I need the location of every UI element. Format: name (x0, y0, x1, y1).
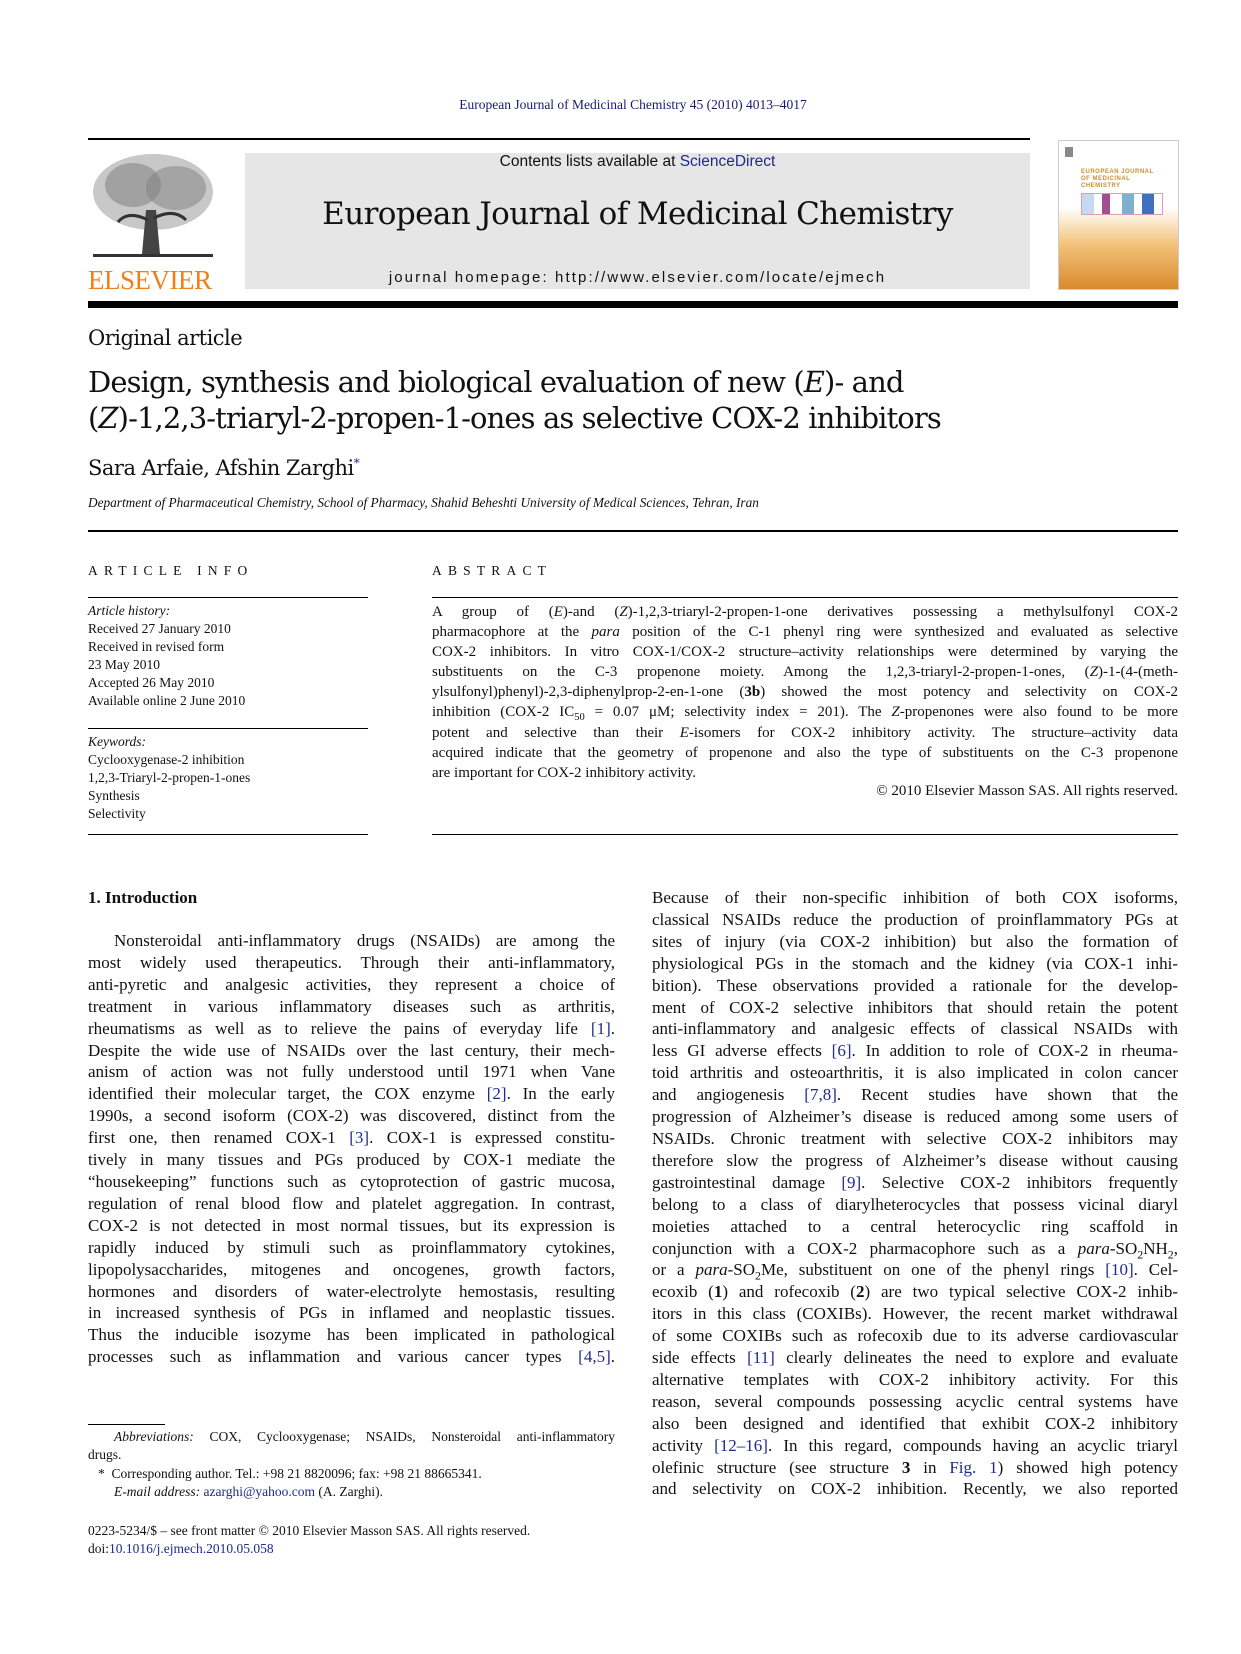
elsevier-wordmark: ELSEVIER (88, 265, 212, 295)
text-run: position of the C-1 phenyl ring were synthesized and evaluated as selective (619, 624, 1178, 641)
article-type: Original article (88, 326, 243, 350)
keyword: 1,2,3-Triaryl-2-propen-1-ones (88, 770, 251, 785)
text-run: = 0.07 μM; selectivity index = 201). The (584, 704, 892, 721)
introduction-right-column (652, 887, 1178, 1500)
text-run: 1 (713, 1282, 723, 1302)
email-label: E-mail address: (114, 1483, 201, 1499)
footnote-rule (88, 1424, 165, 1425)
text-line (88, 1302, 615, 1324)
text-line (652, 1194, 1178, 1216)
text-run: 2 (1167, 1246, 1174, 1261)
keyword: Selectivity (88, 806, 146, 821)
text-run: para (695, 1260, 728, 1280)
text-line (432, 682, 1178, 702)
journal-title: European Journal of Medicinal Chemistry (322, 196, 953, 232)
article-info-rule (88, 597, 368, 598)
text-line (652, 1150, 1178, 1172)
text-run: of some COXIBs such as rofecoxib due to its adverse cardiovascular (652, 1326, 1178, 1346)
footnotes (88, 1428, 615, 1501)
history-item: Accepted 26 May 2010 (88, 675, 215, 690)
text-run: -SO (1109, 1238, 1138, 1258)
text-line (88, 1346, 615, 1368)
article-info-bottom-rule (88, 834, 368, 835)
text-run: 50 (574, 712, 585, 724)
text-run: para (591, 624, 620, 641)
text-run: reason, several compounds possessing acyclic central systems have (652, 1391, 1178, 1411)
text-run: 2 (755, 1268, 761, 1283)
text-line (652, 1084, 1178, 1106)
doi-line (88, 1540, 530, 1558)
text-line (652, 887, 1178, 909)
text-run: Nonsteroidal anti-inflammatory drugs (NSAIDs) are among the (114, 931, 615, 950)
text-run: anti-pyretic and analgesic activities, they represent a choice of (88, 974, 615, 994)
text-run: itors in this class (COXIBs). However, the recent market withdrawal (652, 1304, 1178, 1324)
text-line (88, 1324, 615, 1346)
text-run: belong to a class of diarylheterocycles that possess vicinal diaryl (652, 1194, 1178, 1214)
text-line (88, 1149, 615, 1171)
tree-icon (88, 150, 218, 262)
text-run: COX-2 inhibitors. In vitro COX-1/COX-2 structure–activity relationships were determined by varying the (432, 644, 1178, 661)
email-link[interactable]: azarghi@yahoo.com (203, 1483, 316, 1499)
text-run: lipopolysaccharides, mitogenes and oncogenes, growth factors, (88, 1259, 615, 1279)
text-line (652, 1172, 1178, 1194)
title-line (88, 400, 941, 436)
sciencedirect-link[interactable]: ScienceDirect (679, 153, 776, 170)
text-line (652, 1369, 1178, 1391)
text-run: or a (652, 1260, 696, 1280)
text-run: anism of action was not fully understood until 1971 when Vane (88, 1062, 615, 1082)
text-run: , (1173, 1238, 1178, 1258)
text-run: also been designed and identified that exhibit COX-2 inhibitory (652, 1413, 1178, 1433)
journal-cover[interactable] (1058, 140, 1179, 290)
text-line (652, 1391, 1178, 1413)
text-line (432, 723, 1178, 743)
text-run: regulation of renal blood flow and platelet aggregation. In contrast, (88, 1193, 615, 1213)
masthead (245, 153, 1030, 289)
running-header[interactable]: European Journal of Medicinal Chemistry 45 (2010) 4013–4017 (459, 97, 807, 112)
text-line (652, 1478, 1178, 1500)
history-item: Received in revised form (88, 639, 225, 654)
text-run: -isomers for COX-2 inhibitory activity. The structure–activity data (688, 724, 1178, 741)
keywords (88, 733, 250, 823)
text-run: olefinic structure (see structure (652, 1457, 902, 1477)
text-line (88, 1061, 615, 1083)
text-run: Thus the inducible isozyme has been implicated in pathological (88, 1325, 615, 1345)
text-run: )-1-(4-(meth- (1098, 664, 1178, 681)
affiliation: Department of Pharmaceutical Chemistry, School of Pharmacy, Shahid Beheshti University of Medical Sciences, Tehran, Iran (88, 495, 759, 510)
text-run: side effects (652, 1348, 748, 1368)
text-run: NSAIDs. Chronic treatment with selective COX-2 inhibitors may (652, 1128, 1178, 1148)
cover-title: EUROPEAN JOURNAL OF MEDICINAL CHEMISTRY (1081, 169, 1154, 189)
abbreviations-footnote (88, 1428, 615, 1446)
article-title (88, 364, 941, 436)
text-line (432, 743, 1178, 763)
text-run: . COX-1 is expressed constitu- (369, 1128, 615, 1148)
text-run: . In this regard, compounds having an acyclic triaryl (767, 1435, 1179, 1455)
text-run: )-1,2,3-triaryl-2-propen-1-one derivatives possessing a methylsulfonyl COX-2 (627, 604, 1178, 620)
text-line (652, 1216, 1178, 1238)
text-run: processes such as inflammation and various cancer types (88, 1347, 579, 1367)
text-line (88, 1259, 615, 1281)
text-run: Z (1089, 664, 1099, 681)
text-run: . Cel- (1133, 1260, 1179, 1280)
text-run: A group of ( (432, 604, 554, 620)
text-run: hormones and disorders of water-electrolyte hemostasis, resulting (88, 1281, 615, 1301)
text-line (432, 662, 1178, 682)
text-run: Because of their non-specific inhibition of both COX isoforms, (652, 888, 1178, 907)
text-run: pharmacophore at the (432, 624, 592, 641)
history-item: 23 May 2010 (88, 657, 160, 672)
text-run: ) and rofecoxib ( (722, 1282, 856, 1302)
text-run: rheumatisms as well as to relieve the pains of everyday life (88, 1018, 591, 1038)
text-run: moieties attached to a central heterocyclic ring scaffold in (652, 1216, 1178, 1236)
text-run: . (610, 1018, 615, 1038)
abstract-rule (432, 597, 1178, 598)
abbreviations-continued: drugs. (88, 1447, 122, 1463)
citation-link[interactable]: [9] (841, 1172, 862, 1192)
text-run: Z (619, 604, 628, 620)
text-line (432, 763, 1178, 783)
text-line (88, 1040, 615, 1062)
text-line (652, 1040, 1178, 1062)
text-run: physiological PGs in the stomach and the kidney (via COX-1 inhi- (652, 953, 1178, 973)
text-run: anti-inflammatory and analgesic effects of classical NSAIDs with (652, 1019, 1178, 1039)
history-item: Available online 2 June 2010 (88, 693, 246, 708)
article-info-heading: ARTICLE INFO (88, 563, 254, 578)
citation-link[interactable]: [3] (349, 1128, 370, 1148)
text-run: 3 (901, 1457, 911, 1477)
text-line (652, 1259, 1178, 1281)
text-run: E (553, 604, 563, 620)
corresponding-footnote (88, 1465, 615, 1483)
contents-prefix: Contents lists available at (499, 153, 680, 170)
text-line (88, 1171, 615, 1193)
citation-link[interactable]: [2] (486, 1084, 507, 1104)
text-line (652, 975, 1178, 997)
text-run: toid arthritis and osteoarthritis, it is also implicated in colon cancer (652, 1063, 1178, 1083)
abstract-bottom-rule (432, 834, 1178, 835)
text-run: activity (652, 1435, 715, 1455)
text-line (88, 974, 615, 996)
text-line (652, 1281, 1178, 1303)
text-run: . Recent studies have shown that the (836, 1085, 1179, 1105)
front-matter-text: 0223-5234/$ – see front matter © 2010 Elsevier Masson SAS. All rights reserved. (88, 1523, 531, 1538)
abbreviations-text: COX, Cyclooxygenase; NSAIDs, Nonsteroidal anti-inflammatory (193, 1429, 615, 1444)
text-run: substituents on the C-3 propenone moiety. Among the 1,2,3-triaryl-2-propen-1-ones, ( (432, 664, 1090, 681)
abstract-heading: ABSTRACT (432, 563, 553, 578)
text-line (432, 702, 1178, 722)
text-run: less GI adverse effects (652, 1041, 832, 1061)
text-run: acquired indicate that the geometry of propenone and also the type of substituents on the C-3 propenone (432, 744, 1178, 761)
text-run: Me, substituent on one of the phenyl rings (760, 1260, 1106, 1280)
text-run: E (679, 724, 689, 741)
text-run: Z (891, 704, 900, 721)
text-run: 2 (855, 1282, 865, 1302)
text-run: ylsulfonyl)phenyl)-2,3-diphenylprop-2-en-1-one ( (432, 684, 745, 701)
text-line (88, 1215, 615, 1237)
text-line (652, 1457, 1178, 1479)
text-run: ) showed high potency (997, 1457, 1178, 1477)
text-line (652, 953, 1178, 975)
text-line (652, 1413, 1178, 1435)
abstract-body (432, 602, 1178, 783)
text-run: 2 (1137, 1246, 1144, 1261)
text-line (652, 1106, 1178, 1128)
text-run: classical NSAIDs reduce the production of proinflammatory PGs at (652, 909, 1178, 929)
text-run: ) showed the most potency and selectivity on COX-2 (760, 684, 1178, 701)
keywords-label: Keywords: (88, 734, 146, 749)
citation-link[interactable]: [12–16] (714, 1435, 768, 1455)
text-run: potent and selective than their (432, 724, 680, 741)
text-run: . Selective COX-2 inhibitors frequently (861, 1172, 1178, 1192)
contents-line (245, 153, 1030, 171)
text-line (652, 1435, 1178, 1457)
text-run: ( (88, 401, 99, 435)
text-run: bition). These observations provided a rationale for the develop- (652, 975, 1178, 995)
text-line (652, 1325, 1178, 1347)
journal-homepage[interactable]: journal homepage: http://www.elsevier.com/locate/ejmech (388, 269, 887, 286)
masthead-bottom-rule (88, 301, 1178, 308)
text-run: . In the early (506, 1084, 615, 1104)
text-run: identified their molecular target, the COX enzyme (88, 1084, 487, 1104)
citation-link[interactable]: [4,5] (578, 1347, 611, 1367)
text-run: most widely used therapeutics. Through their anti-inflammatory, (88, 952, 615, 972)
citation-link[interactable]: [11] (747, 1348, 775, 1368)
text-run: Z (98, 401, 118, 435)
text-run: ) are two typical selective COX-2 inhib- (864, 1282, 1178, 1302)
corresponding-text: Corresponding author. Tel.: +98 21 8820096; fax: +98 21 88665341. (111, 1465, 482, 1481)
text-run: alternative templates with COX-2 inhibitory activity. For this (652, 1369, 1178, 1389)
elsevier-logo[interactable] (88, 150, 218, 295)
text-line (652, 997, 1178, 1019)
text-run: clearly delineates the need to explore and evaluate (774, 1348, 1178, 1368)
text-run: and angiogenesis (652, 1085, 805, 1105)
text-run: gastrointestinal damage (652, 1172, 842, 1192)
text-run: rapidly induced by stimuli such as proinflammatory cytokines, (88, 1237, 615, 1257)
text-line (88, 930, 615, 952)
text-run: sites of injury (via COX-2 inhibition) but also the formation of (652, 931, 1178, 951)
keywords-rule (88, 728, 368, 729)
text-run: NH (1143, 1238, 1168, 1258)
history-label: Article history: (88, 603, 171, 618)
doi-prefix: doi: (88, 1541, 110, 1557)
asterisk-mark: * (98, 1465, 105, 1481)
text-run: )-1,2,3-triaryl-2-propen-1-ones as selective COX-2 inhibitors (117, 401, 941, 435)
top-rule (88, 138, 1030, 140)
text-run: ecoxib ( (652, 1282, 714, 1302)
text-run: conjunction with a COX-2 pharmacophore such as a (652, 1238, 1078, 1258)
author-list: Sara Arfaie, Afshin Zarghi (88, 456, 354, 480)
cover-graphic (1081, 193, 1163, 215)
text-run: “housekeeping” functions such as cytoprotection of gastric mucosa, (88, 1171, 615, 1191)
abstract-copyright: © 2010 Elsevier Masson SAS. All rights reserved. (876, 783, 1178, 799)
text-line (652, 1347, 1178, 1369)
text-run: and selectivity on COX-2 inhibition. Recently, we also reported (652, 1479, 1178, 1499)
introduction-heading: 1. Introduction (88, 888, 198, 907)
text-run: progression of Alzheimer’s disease is reduced among some users of (652, 1107, 1178, 1127)
citation-link[interactable]: Fig. 1 (949, 1457, 998, 1477)
text-line (432, 602, 1178, 622)
text-line (652, 1303, 1178, 1325)
text-run: first one, then renamed COX-1 (88, 1128, 350, 1148)
email-suffix: (A. Zarghi). (315, 1483, 384, 1499)
text-line (88, 1193, 615, 1215)
text-run: . In addition to role of COX-2 in rheuma- (851, 1041, 1178, 1061)
text-line (432, 642, 1178, 662)
text-run: therefore slow the progress of Alzheimer’s disease without causing (652, 1150, 1178, 1170)
authors (88, 456, 359, 480)
text-line (88, 996, 615, 1018)
text-line (88, 952, 615, 974)
text-line (88, 1105, 615, 1127)
text-line (652, 1018, 1178, 1040)
abbreviations-label: Abbreviations: (114, 1429, 194, 1444)
doi-link[interactable]: 10.1016/j.ejmech.2010.05.058 (109, 1541, 274, 1557)
text-line (652, 1238, 1178, 1260)
text-run: COX-2 is not detected in most normal tissues, but its expression is (88, 1215, 615, 1235)
cover-logo-icon (1065, 147, 1073, 157)
text-run: in (910, 1457, 950, 1477)
text-line (88, 1018, 615, 1040)
text-run: para (1077, 1238, 1110, 1258)
text-run: are important for COX-2 inhibitory activity. (432, 764, 696, 781)
text-line (652, 1128, 1178, 1150)
citation-link[interactable]: [7,8] (804, 1085, 837, 1105)
article-history (88, 602, 245, 710)
text-run: 1990s, a second isoform (COX-2) was discovered, distinct from the (88, 1106, 615, 1126)
corresponding-author-mark[interactable]: * (353, 456, 360, 470)
text-line (88, 1083, 615, 1105)
text-run: )-and ( (562, 604, 620, 620)
text-run: in increased synthesis of PGs in inflamed and neoplastic tissues. (88, 1303, 615, 1323)
text-line (432, 622, 1178, 642)
front-matter (88, 1522, 530, 1559)
title-line (88, 364, 941, 400)
citation-link[interactable]: [6] (831, 1041, 852, 1061)
header-rule (88, 530, 1178, 532)
text-line (652, 931, 1178, 953)
text-run: )- and (824, 365, 904, 399)
email-footnote (88, 1483, 615, 1501)
text-run: treatment in various inflammatory diseases such as arthritis, (88, 996, 615, 1016)
text-run: tively in many tissues and PGs produced by COX-1 mediate the (88, 1150, 615, 1170)
history-item: Received 27 January 2010 (88, 621, 231, 636)
text-run: -SO (727, 1260, 755, 1280)
text-run: Despite the wide use of NSAIDs over the last century, their mech- (88, 1040, 615, 1060)
citation-link[interactable]: [1] (590, 1018, 611, 1038)
text-line (88, 1281, 615, 1303)
citation-link[interactable]: [10] (1105, 1260, 1134, 1280)
keyword: Synthesis (88, 788, 140, 803)
text-line (88, 1237, 615, 1259)
text-line (652, 1062, 1178, 1084)
text-run: . (610, 1347, 615, 1367)
introduction-left-column (88, 930, 615, 1368)
text-run: -propenones were also found to be more (899, 704, 1179, 721)
text-run: ment of COX-2 selective inhibitors that should retain the potent (652, 997, 1178, 1017)
keyword: Cyclooxygenase-2 inhibition (88, 752, 245, 767)
text-run: E (803, 365, 825, 399)
text-run: inhibition (COX-2 IC (432, 704, 575, 721)
text-line (652, 909, 1178, 931)
text-run: Design, synthesis and biological evaluation of new ( (88, 365, 804, 399)
text-run: 3b (744, 684, 761, 701)
text-line (88, 1127, 615, 1149)
